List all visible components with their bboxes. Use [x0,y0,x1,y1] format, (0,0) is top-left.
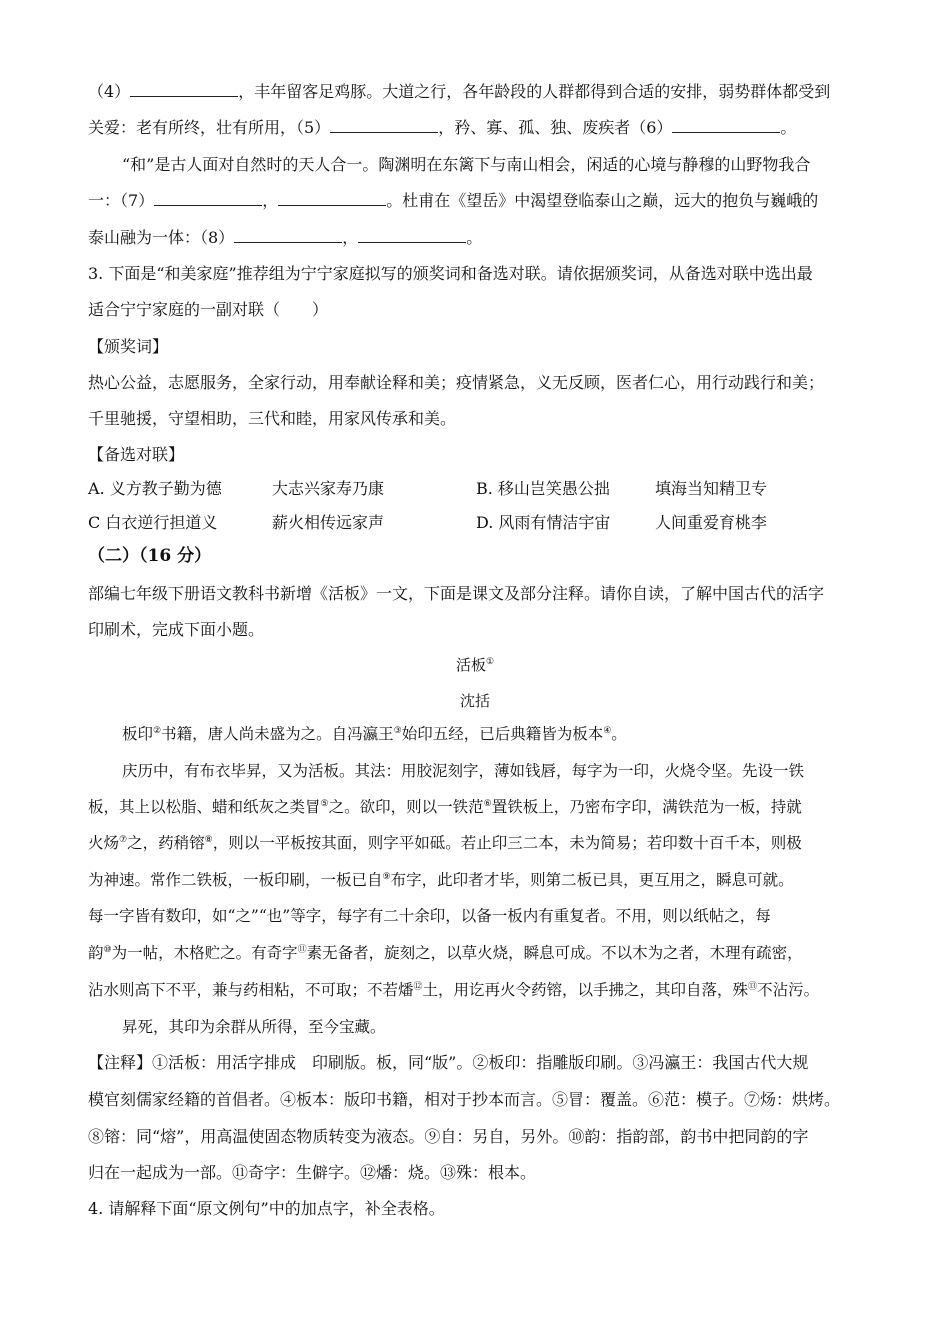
text-p2-line7 [88,980,868,1000]
q4-stem: 4. 请解释下面“原文例句”中的加点字，补全表格。 [88,1199,445,1218]
fill-line-4 [88,82,868,102]
text: 。 [466,228,483,247]
fill-line-5-6 [88,118,868,138]
answer-blank-5[interactable] [330,118,438,133]
notes-line2: 模官刻儒家经籍的首倡者。④板本：版印书籍，相对于抄本而言。⑤冒：覆盖。⑥范：模子。⑦炀：烘烤。 [88,1090,841,1109]
footnote-marker: ⑥ [483,798,492,809]
text: 之。欲印，则以一铁范 [328,798,484,816]
text: 土，用讫再火令药镕，以手拂之，其印自落，殊 [422,981,749,999]
option-c-upper[interactable]: C 白衣逆行担道义 [88,513,218,532]
text-p2-line1: 庆历中，有布衣毕昇，又为活板。其法：用胶泥刻字，薄如钱唇，每字为一印，火烧令坚。先设一铁 [122,762,805,780]
text: 素无备者，旋刻之，以草火烧，瞬息可成。不以木为之者，木理有疏密， [306,944,803,962]
footnote-marker: ④ [603,725,612,736]
answer-blank-7a[interactable] [154,191,262,206]
footnote-marker: ⑧ [204,834,213,845]
text-p2-line2 [88,797,868,817]
fill-line-7 [88,191,868,211]
text-p2-line3 [88,833,868,853]
text: 沾水则高下不平，兼与药相粘，不可取；不若燔 [88,981,414,999]
text-p1 [122,724,902,744]
text: ， [262,191,279,210]
notes-line4: 归在一起成为一部。⑪奇字：生僻字。⑫燔：烧。⑬殊：根本。 [88,1163,537,1182]
footnote-marker: ② [153,725,162,736]
text: 置铁板上，乃密布字印，满铁范为一板，持就 [491,798,802,816]
section-2-title: （二）（16 分） [88,546,212,566]
q3-stem-line1: 3. 下面是“和美家庭”推荐组为宁宁家庭拟写的颁奖词和备选对联。请依据颁奖词，从备选对联中选出最 [88,264,813,283]
award-heading: 【颁奖词】 [88,337,169,356]
option-a-lower: 大志兴家寿乃康 [272,479,385,498]
answer-blank-4[interactable] [130,82,238,97]
footnote-marker: ① [485,657,495,667]
option-a-upper[interactable]: A. 义方教子勤为德 [88,479,222,498]
text-p2-line6 [88,943,868,963]
answer-blank-6[interactable] [672,118,780,133]
text: 不沾污。 [757,981,820,999]
text: 始印五经，已后典籍皆为板本 [401,725,604,743]
footnote-marker: ⑤ [320,798,329,809]
text-p2-line4 [88,870,868,890]
text: 泰山融为一体：（8） [88,228,235,247]
option-b-lower: 填海当知精卫专 [655,479,768,498]
option-d-lower: 人间重爱育桃李 [655,513,768,532]
text: 为一帖，木格贮之。有奇字 [111,944,298,962]
notes-line1: 【注释】①活板：用活字排成 印刷版。板，同“版”。②板印：指雕版印刷。③冯瀛王：我国古代大规 [88,1053,809,1072]
text: 韵 [88,944,104,962]
award-text-line2: 千里驰援，守望相助，三代和睦，用家风传承和美。 [88,409,457,428]
text: 板印 [122,725,154,743]
footnote-marker: ⑬ [748,981,758,992]
footnote-marker: ⑦ [119,834,128,845]
text: 关爱：老有所终，壮有所用，（5） [88,118,331,137]
article-title [0,655,950,675]
text: ， [342,228,359,247]
section-2-intro-line2: 印刷术，完成下面小题。 [88,620,265,639]
text: 布字，此印者才毕，则第二板已具，更互用之，瞬息可就。 [390,871,794,889]
footnote-marker: ⑩ [103,944,112,955]
option-b-upper[interactable]: B. 移山岂笑愚公拙 [476,479,610,498]
article-title-text: 活板 [455,656,486,674]
text: 书籍，唐人尚未盛为之。自冯瀛王 [161,725,394,743]
option-d-upper[interactable]: D. 风雨有情洁宇宙 [476,513,611,532]
footnote-marker: ⑪ [297,944,307,955]
text: 。 [780,118,797,137]
text: （4） [88,82,131,101]
text: 一：（7） [88,191,155,210]
text: 之，药稍镕 [127,834,205,852]
article-author: 沈括 [459,692,490,710]
footnote-marker: ⑫ [413,981,423,992]
footnote-marker: ⑨ [382,871,391,882]
couplet-heading: 【备选对联】 [88,445,185,464]
answer-blank-8b[interactable] [358,228,466,243]
q3-stem-line2: 适合宁宁家庭的一副对联（ ） [88,300,329,319]
answer-blank-7b[interactable] [278,191,386,206]
text: 火炀 [88,834,120,852]
text: 。 [611,725,627,743]
text-p3: 昇死，其印为余群从所得，至今宝藏。 [122,1018,386,1036]
section-2-intro-line1: 部编七年级下册语文教科书新增《活板》一文，下面是课文及部分注释。请你自读，了解中国古代的活字 [88,584,825,603]
text: 为神速。常作二铁板，一板印刷，一板已自 [88,871,383,889]
option-c-lower: 薪火相传远家声 [272,513,385,532]
award-text-line1: 热心公益，志愿服务，全家行动，用奉献诠释和美；疫情紧急，义无反顾，医者仁心，用行动践行和美； [88,373,825,392]
text: ，丰年留客足鸡豚。大道之行，各年龄段的人群都得到合适的安排，弱势群体都受到 [238,82,831,101]
answer-blank-8a[interactable] [234,228,342,243]
footnote-marker: ③ [393,725,402,736]
fill-line-8 [88,228,868,248]
text: ，则以一平板按其面，则字平如砥。若止印三二本，未为简易；若印数十百千本，则极 [212,834,802,852]
paragraph-he: “和”是古人面对自然时的天人合一。陶渊明在东篱下与南山相会，闲适的心境与静穆的山野物我合 [122,155,811,174]
text-p2-line5: 每一字皆有数印，如“之”“也”等字，每字有二十余印，以备一板内有重复者。不用，则以纸帖之，每 [88,907,771,925]
notes-line3: ⑧镕：同“熔”，用高温使固态物质转变为液态。⑨自：另自，另外。⑩韵：指韵部，韵书中把同韵的字 [88,1127,809,1146]
text: 。杜甫在《望岳》中渴望登临泰山之巅，远大的抱负与巍峨的 [386,191,819,210]
text: 板，其上以松脂、蜡和纸灰之类冒 [88,798,321,816]
text: ，矜、寡、孤、独、废疾者（6） [438,118,673,137]
